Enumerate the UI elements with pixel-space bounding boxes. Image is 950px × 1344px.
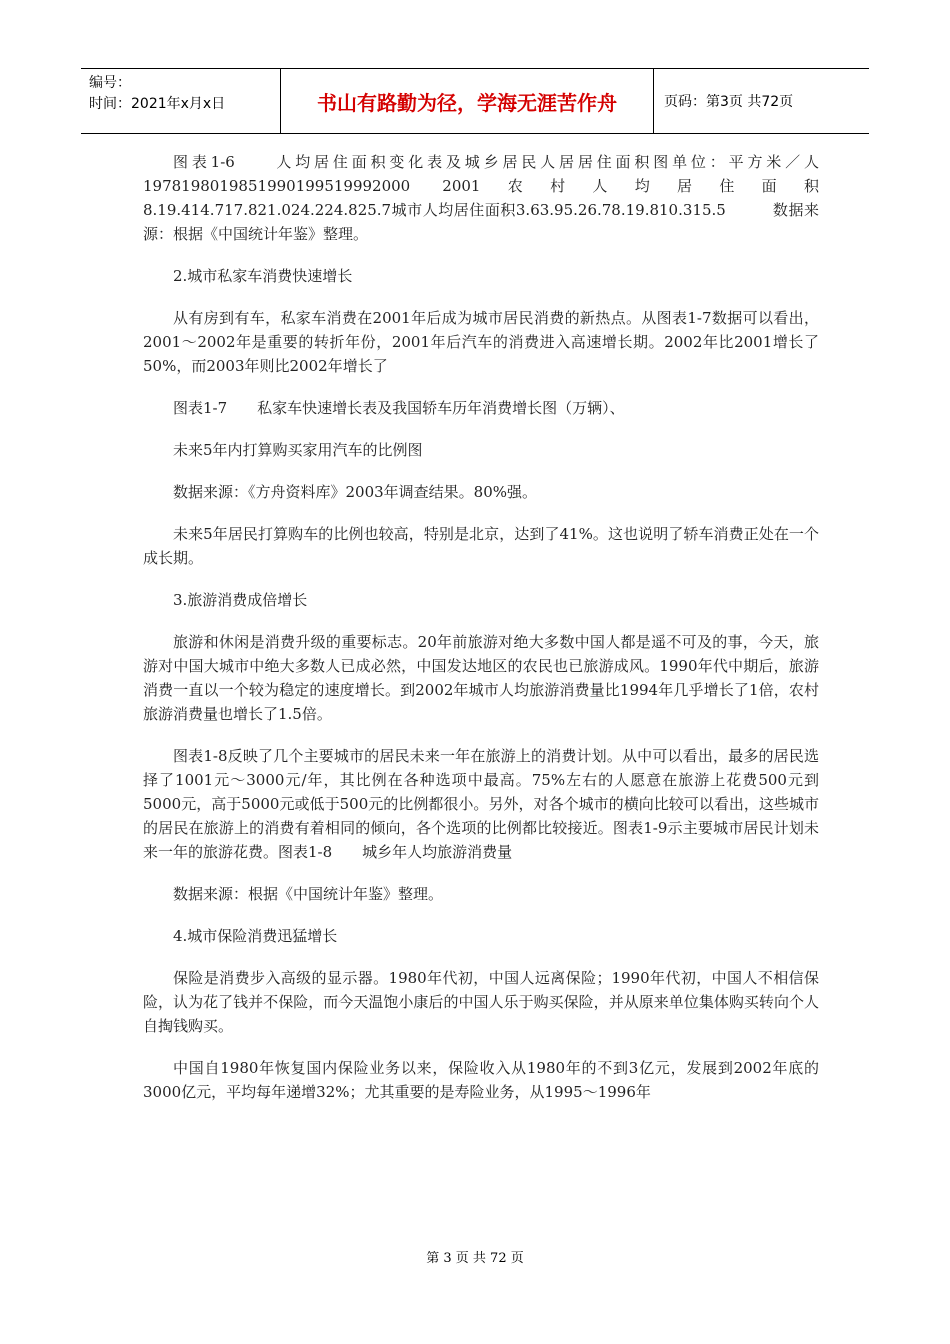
paragraph-insurance: 保险是消费步入高级的显示器。1980年代初，中国人远离保险；1990年代初，中国人不相信保险，认为花了钱并不保险，而今天温饱小康后的中国人乐于购买保险，并从原来单位集体购买转向个人自掏钱购买。: [143, 969, 819, 1035]
section-heading-private-car: 2.城市私家车消费快速增长: [173, 267, 353, 285]
paragraph-figure-1-8: 图表1-8反映了几个主要城市的居民未来一年在旅游上的消费计划。从中可以看出，最多的居民选择了1001元～3000元/年，其比例在各种选项中最高。75%左右的人愿意在旅游上花费500元到5000元，高于5000元或低于500元的比例都很小。另外，对各个城市的横向比较可以看出，这些城市的居民在旅游上的消费有着相同的倾向，各个选项的比例都比较接近。图表1-9示主要城市居民计划未来一年的旅游花费。图表1-8 城乡年人均旅游消费量: [143, 747, 819, 861]
page-header: [81, 68, 869, 134]
section-heading-tourism: 3.旅游消费成倍增长: [173, 591, 308, 609]
figure-1-7-subcaption: 未来5年内打算购买家用汽车的比例图: [173, 441, 423, 459]
paragraph-insurance-growth: 中国自1980年恢复国内保险业务以来，保险收入从1980年的不到3亿元，发展到2002年底的3000亿元，平均每年递增32%；尤其重要的是寿险业务，从1995～1996年: [143, 1059, 819, 1101]
paragraph-tourism: 旅游和休闲是消费升级的重要标志。20年前旅游对绝大多数中国人都是遥不可及的事，今天，旅游对中国大城市中绝大多数人已成必然，中国发达地区的农民也已旅游成风。1990年代中期后，旅游消费一直以一个较为稳定的速度增长。到2002年城市人均旅游消费量比1994年几乎增长了1倍，农村旅游消费量也增长了1.5倍。: [143, 633, 819, 723]
header-slogan: 书山有路勤为径，学海无涯苦作舟: [281, 69, 654, 133]
document-body: [143, 150, 819, 1122]
data-source-1-7: 数据来源：《方舟资料库》2003年调查结果。80%强。: [173, 483, 538, 501]
figure-1-7-caption: 图表1-7 私家车快速增长表及我国轿车历年消费增长图（万辆）、: [173, 399, 625, 417]
data-source-1-8: 数据来源：根据《中国统计年鉴》整理。: [173, 885, 444, 903]
header-meta: [81, 69, 281, 133]
page-footer: 第 3 页 共 72 页: [426, 1251, 524, 1266]
paragraph-private-car: 从有房到有车，私家车消费在2001年后成为城市居民消费的新热点。从图表1-7数据可以看出，2001～2002年是重要的转折年份，2001年后汽车的消费进入高速增长期。2002年比2001增长了50%，而2003年则比2002年增长了: [143, 309, 819, 375]
paragraph-car-purchase: 未来5年居民打算购车的比例也较高，特别是北京，达到了41%。这也说明了轿车消费正处在一个成长期。: [143, 525, 819, 567]
section-heading-insurance: 4.城市保险消费迅猛增长: [173, 927, 338, 945]
number-label: 编号：: [89, 75, 131, 91]
header-page-label: 页码：第3页 共72页: [664, 94, 794, 110]
date-label: 时间：2021年x月x日: [89, 96, 226, 112]
figure-1-6-caption: 图表1-6 人均居住面积变化表及城乡居民人居居住面积图单位：平方米／人1978198019851990199519992000 2001农村人均居住面积8.19.414.717.821.024.224.825.7城市人均居住面积3.63.95.26.78.19.810.315.5 数据来源：根据《中国统计年鉴》整理。: [143, 153, 819, 243]
